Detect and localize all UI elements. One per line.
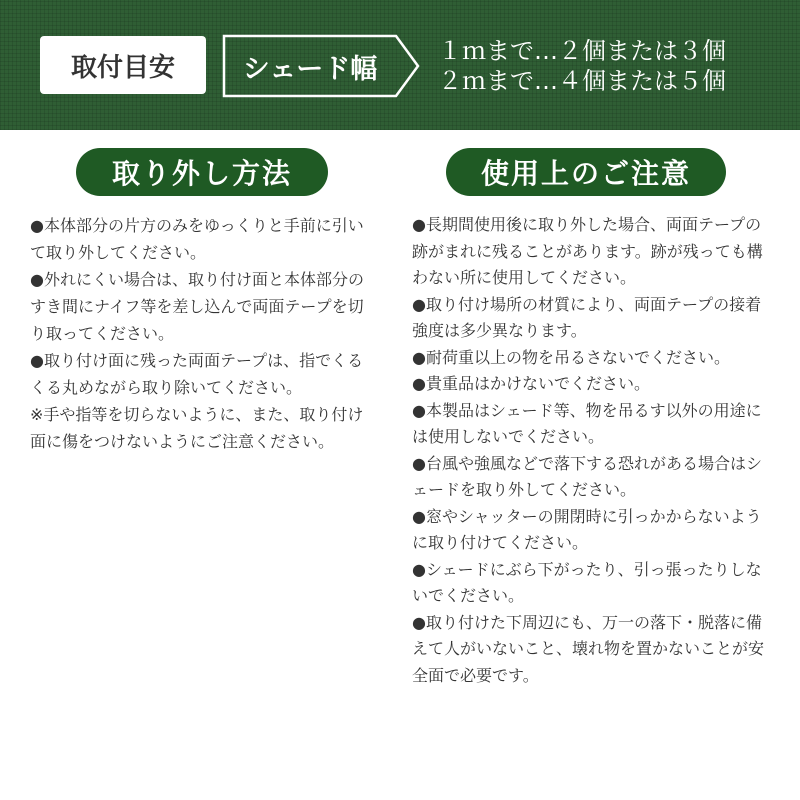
footnote: ※手や指等を切らないように、また、取り付け面に傷をつけないようにご注意ください。	[30, 405, 364, 451]
list-item	[412, 504, 774, 557]
bullet-icon: ●	[30, 216, 44, 235]
caution-notes	[412, 212, 774, 689]
list-item	[412, 292, 774, 345]
bullet-icon: ●	[412, 612, 426, 632]
note-text: 貴重品はかけないでください。	[425, 374, 650, 393]
note-text: 本体部分の片方のみをゆっくりと手前に引いて取り外してください。	[30, 216, 364, 262]
list-item	[412, 212, 774, 292]
note-text: 取り付け面に残った両面テープは、指でくるくる丸めながら取り除いてください。	[30, 351, 364, 397]
bullet-icon: ●	[412, 215, 426, 234]
guide-line: ２ｍまで…４個または５個	[438, 67, 726, 95]
removal-heading: 取り外し方法	[76, 148, 328, 196]
bullet-icon: ●	[412, 400, 426, 420]
bullet-icon: ●	[412, 294, 426, 314]
bullet-icon: ●	[412, 559, 426, 579]
removal-notes	[30, 212, 372, 455]
list-item	[412, 345, 774, 372]
guide-line: １ｍまで…２個または３個	[438, 37, 726, 65]
list-item	[412, 557, 774, 610]
list-item	[412, 451, 774, 504]
bullet-icon: ●	[30, 351, 44, 370]
note-text: 外れにくい場合は、取り付け面と本体部分のすき間にナイフ等を差し込んで両面テープを切り取ってください。	[30, 270, 364, 343]
note-text: 長期間使用後に取り外した場合、両面テープの跡がまれに残ることがあります。跡が残っても構わない所に使用してください。	[412, 215, 763, 287]
list-item	[30, 266, 372, 347]
note-text: シェードにぶら下がったり、引っ張ったりしないでください。	[412, 559, 762, 605]
shade-width-label: シェード幅	[242, 53, 378, 85]
list-item	[412, 371, 774, 398]
bullet-icon: ●	[412, 453, 426, 473]
cautions-heading: 使用上のご注意	[446, 148, 726, 196]
note-text: 取り付けた下周辺にも、万一の落下・脱落に備えて人がいないこと、壊れ物を置かないことが安全面で必要です。	[412, 612, 765, 685]
shade-width-arrow	[222, 34, 422, 98]
note-text: 窓やシャッターの開閉時に引っかからないように取り付けてください。	[412, 506, 762, 552]
note-text: 台風や強風などで落下する恐れがある場合はシェードを取り外してください。	[412, 453, 762, 499]
guide-lines	[438, 36, 790, 96]
note-text: 本製品はシェード等、物を吊るす以外の用途には使用しないでください。	[412, 400, 762, 446]
mounting-guide-badge: 取付目安	[40, 36, 206, 94]
bullet-icon: ●	[412, 347, 426, 367]
bullet-icon: ●	[412, 506, 426, 526]
header-band	[0, 0, 800, 130]
bullet-icon: ●	[30, 270, 44, 289]
list-item	[30, 212, 372, 266]
note-text: 取り付け場所の材質により、両面テープの接着強度は多少異なります。	[412, 294, 762, 340]
bullet-icon: ●	[412, 374, 426, 393]
list-item	[412, 610, 774, 690]
list-item	[412, 398, 774, 451]
note-text: 耐荷重以上の物を吊るさないでください。	[425, 347, 730, 367]
list-item	[30, 347, 372, 401]
